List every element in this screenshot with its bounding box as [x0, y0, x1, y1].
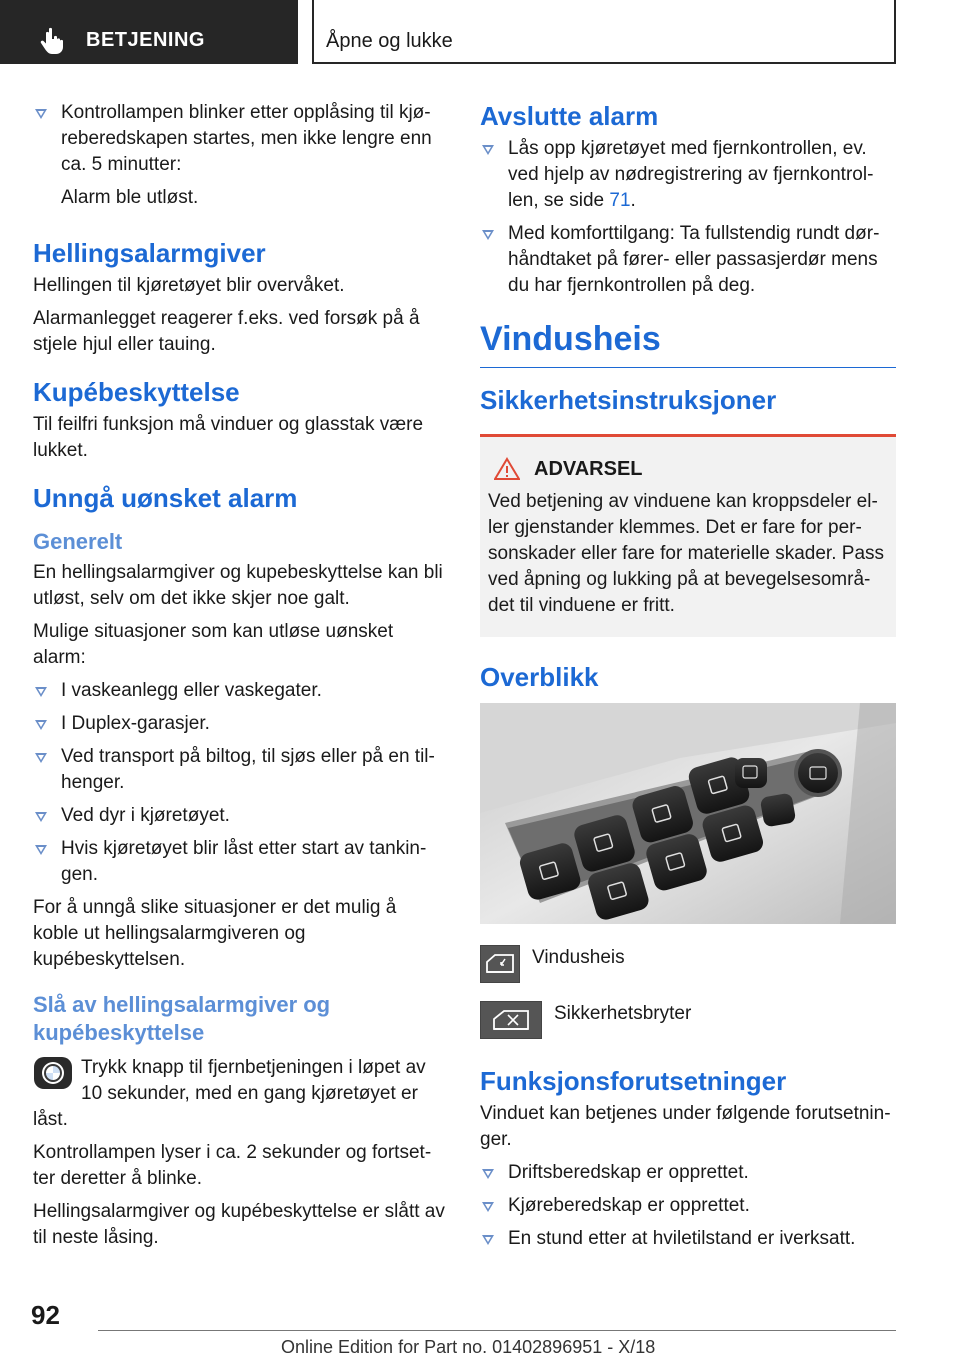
interior-heading: Kupébeskyttelse	[33, 377, 240, 407]
left-column	[33, 100, 445, 1258]
list-item: I vaskeanlegg eller vaskegater.	[33, 678, 445, 704]
paragraph: Mulige situasjoner som kan utløse uønsket alarm:	[33, 621, 394, 668]
bullet-arrow-icon	[482, 1169, 494, 1179]
list-item: Kontrollampen blinker etter opplåsing til kjøreberedskapen startes, men ikke lengre enn ca. 5 minutter:	[33, 100, 445, 178]
conditions-list	[480, 1160, 896, 1252]
window-lift-icon	[480, 945, 520, 983]
warning-text: Ved betjening av vinduene kan kroppsdeler eller gjenstander klemmes. Det er fare for personskader eller fare for materielle skader. Pass ved åpning og lukking på at bevegelsesområdet til vinduene er fritt.	[488, 491, 885, 616]
safety-switch-icon	[480, 1001, 542, 1039]
list-item: Med komforttilgang: Ta fullstendig rundt dørhåndtaket på fører- eller passasjerdør mens du har fjernkontrollen på deg.	[480, 221, 896, 299]
bullet-arrow-icon	[35, 720, 47, 730]
chapter-title-box	[312, 0, 896, 64]
section-tab	[0, 0, 298, 64]
paragraph: For å unngå slike situasjoner er det mulig å koble ut hellingsalarmgiveren og kupébeskyttelsen.	[33, 897, 397, 970]
bullet-arrow-icon	[482, 145, 494, 155]
page-number: 92	[31, 1300, 60, 1330]
bullet-arrow-icon	[35, 812, 47, 822]
paragraph: Hellingen til kjøretøyet blir overvåket.	[33, 275, 345, 296]
paragraph: Alarmanlegget reagerer f.eks. ved forsøk på å stjele hjul eller tauing.	[33, 308, 420, 355]
bullet-arrow-icon	[35, 109, 47, 119]
general-heading: Generelt	[33, 529, 123, 554]
paragraph: Til feilfri funksjon må vinduer og glasstak være lukket.	[33, 414, 424, 461]
conditions-heading: Funksjonsforutsetninger	[480, 1066, 787, 1096]
legend-label: Vindusheis	[532, 947, 625, 968]
bullet-arrow-icon	[35, 845, 47, 855]
intro-list	[33, 100, 445, 178]
footer-divider	[98, 1330, 896, 1331]
tilt-heading: Hellingsalarmgiver	[33, 238, 266, 268]
overview-heading: Overblikk	[480, 662, 599, 692]
warning-triangle-icon	[494, 457, 520, 481]
warning-label: ADVARSEL	[534, 457, 643, 480]
list-item: Hvis kjøretøyet blir låst etter start av tankingen.	[33, 836, 445, 888]
right-column	[480, 100, 896, 1259]
hand-pointer-icon	[40, 27, 66, 55]
list-item: I Duplex-garasjer.	[33, 711, 445, 737]
chapter-heading: Vindusheis	[480, 317, 896, 368]
list-item: Ved transport på biltog, til sjøs eller på en tilhenger.	[33, 744, 445, 796]
paragraph: En hellingsalarmgiver og kupebeskyttelse kan bli utløst, selv om det ikke skjer noe galt.	[33, 562, 443, 609]
legend-label: Sikkerhetsbryter	[554, 1003, 692, 1024]
list-item: Kjøreberedskap er opprettet.	[480, 1193, 896, 1219]
avoid-alarm-heading: Unngå uønsket alarm	[33, 483, 298, 513]
page-header	[0, 0, 960, 66]
list-item: Lås opp kjøretøyet med fjernkontrollen, ev. ved hjelp av nødregistrering av fjernkontrollen, se side 71.	[480, 136, 896, 214]
warning-box	[480, 434, 896, 637]
list-item: Driftsberedskap er opprettet.	[480, 1160, 896, 1186]
bullet-arrow-icon	[482, 230, 494, 240]
safety-heading: Sikkerhetsinstruksjoner	[480, 385, 777, 415]
intro-result: Alarm ble utløst.	[61, 187, 199, 208]
legend-safety-switch	[480, 1001, 896, 1039]
list-item: En stund etter at hviletilstand er iverksatt.	[480, 1226, 896, 1252]
paragraph: Kontrollampen lyser i ca. 2 sekunder og fortsetter deretter å blinke.	[33, 1142, 432, 1189]
bullet-arrow-icon	[482, 1235, 494, 1245]
list-item: Ved dyr i kjøretøyet.	[33, 803, 445, 829]
bmw-key-icon	[33, 1055, 73, 1091]
page-link[interactable]: 71	[609, 190, 631, 211]
chapter-title: Åpne og lukke	[326, 30, 453, 52]
paragraph: Hellingsalarmgiver og kupébeskyttelse er slått av til neste låsing.	[33, 1201, 445, 1248]
bullet-arrow-icon	[35, 753, 47, 763]
legend-window-lift	[480, 945, 896, 983]
paragraph: Trykk knapp til fjernbetjeningen i løpet av 10 sekunder, med en gang kjøretøyet er låst.	[33, 1057, 426, 1130]
end-alarm-heading: Avslutte alarm	[480, 101, 659, 131]
section-label: BETJENING	[86, 29, 205, 51]
bullet-arrow-icon	[482, 1202, 494, 1212]
edition-footer: Online Edition for Part no. 01402896951 - X/18	[281, 1337, 656, 1357]
paragraph: Vinduet kan betjenes under følgende forutsetninger.	[480, 1103, 891, 1150]
situations-list	[33, 678, 445, 888]
disable-heading: Slå av hellingsalarmgiver og kupébeskyttelse	[33, 992, 331, 1045]
bullet-arrow-icon	[35, 687, 47, 697]
end-alarm-list	[480, 136, 896, 299]
warning-header	[494, 457, 888, 481]
window-switch-photo	[480, 703, 896, 924]
